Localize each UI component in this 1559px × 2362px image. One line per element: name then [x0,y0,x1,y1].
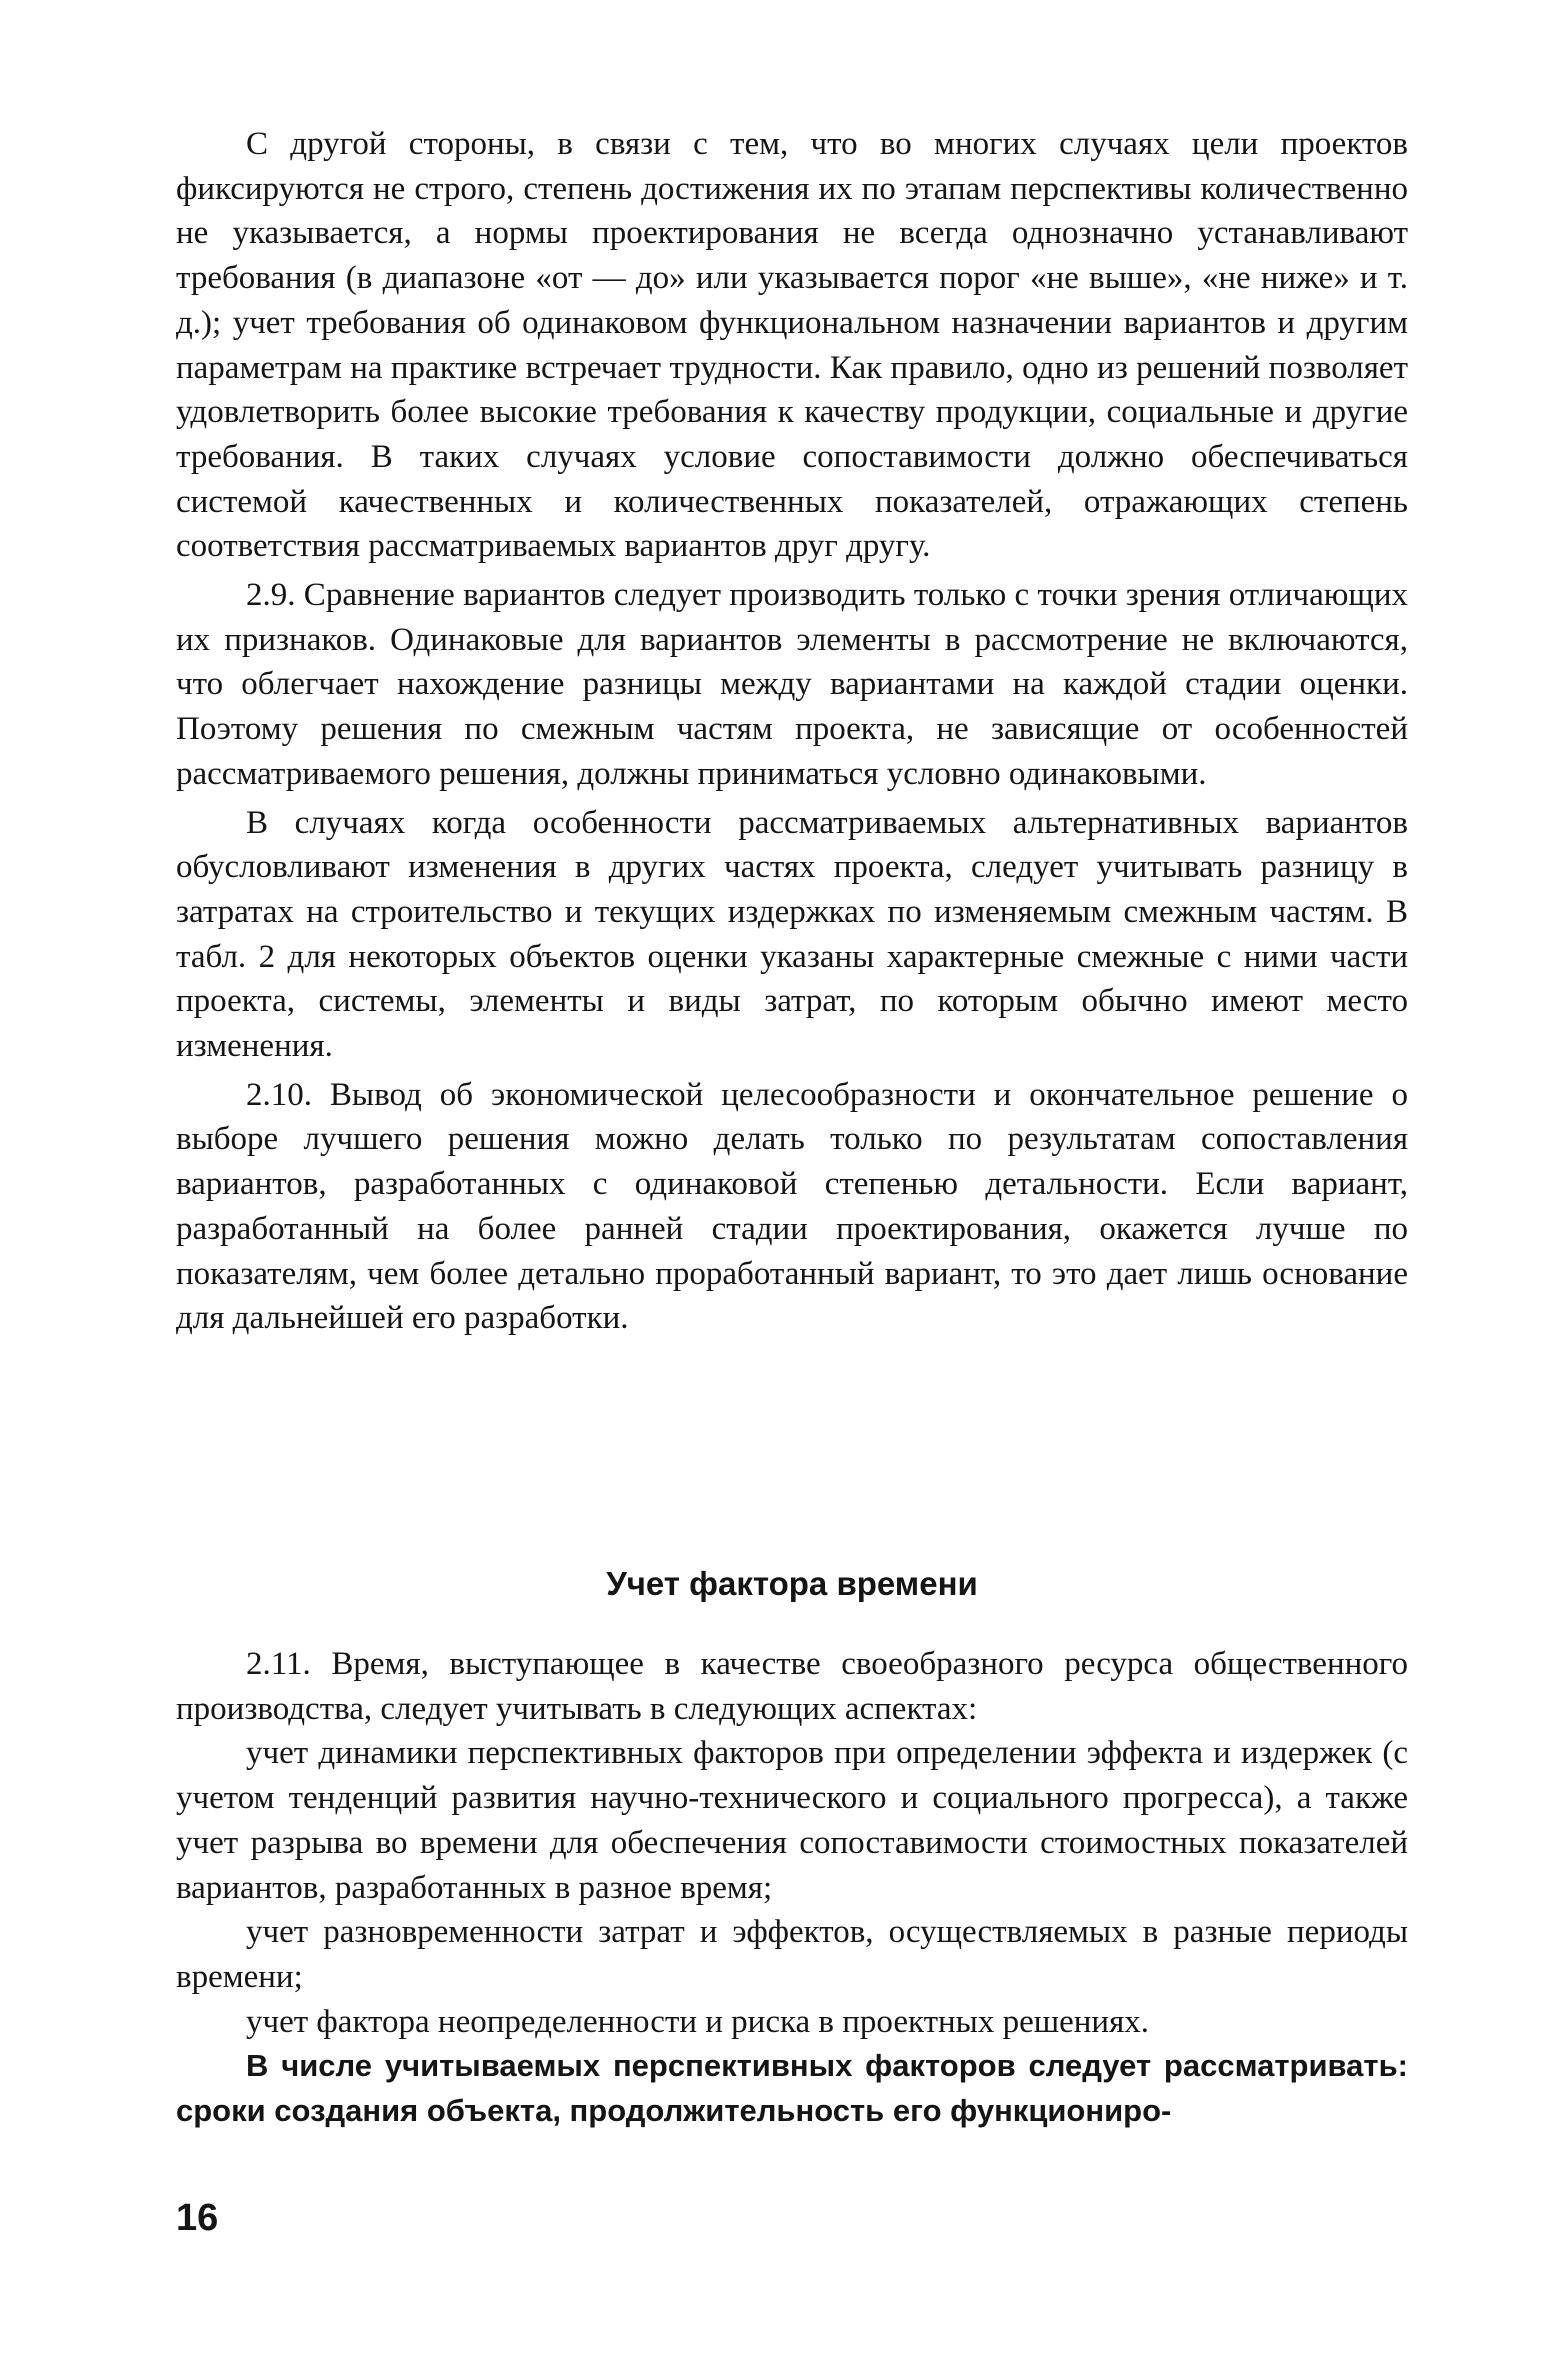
body-text-top [176,122,1408,1341]
paragraph-2-11: 2.11. Время, выступающее в качестве своеобразного ресурса общественного производства, следует учитывать в следующих аспектах: [176,1646,1408,1727]
paragraph-comparability: С другой стороны, в связи с тем, что во многих случаях цели проектов фиксируются не строго, степень достижения их по этапам перспективы количественно не указывается, а нормы проектирования не всегда однозначно устанавливают требования (в диапазоне «от — до» или указывается порог «не выше», «не ниже» и т. д.); учет требования об одинаковом функциональном назначении вариантов и другим параметрам на практике встречает трудности. Как правило, одно из решений позволяет удовлетворить более высокие требования к качеству продукции, социальные и другие требования. В таких случаях условие сопоставимости должно обеспечиваться системой качественных и количественных показателей, отражающих степень соответствия рассматриваемых вариантов друг другу. [176,126,1408,565]
list-item-dynamics: учет динамики перспективных факторов при определении эффекта и издержек (с учетом тенденций развития научно-технического и социального прогресса), а также учет разрыва во времени для обеспечения сопоставимости стоимостных показателей вариантов, разработанных в разное время; [176,1735,1408,1906]
list-item-time-lag: учет разновременности затрат и эффектов, осуществляемых в разные периоды времени; [176,1914,1408,1995]
body-text-bottom [176,1642,1408,2134]
paragraph-adjacent-parts: В случаях когда особенности рассматриваемых альтернативных вариантов обусловливают изменения в других частях проекта, следует учитывать разницу в затратах на строительство и текущих издержках по изменяемым смежным частям. В табл. 2 для некоторых объектов оценки указаны характерные смежные с ними части проекта, системы, элементы и виды затрат, по которым обычно имеют место изменения. [176,804,1408,1065]
paragraph-2-10: 2.10. Вывод об экономической целесообразности и окончательное решение о выборе лучшего решения можно делать только по результатам сопоставления вариантов, разработанных с одинаковой степенью детальности. Если вариант, разработанный на более ранней стадии проектирования, окажется лучше по показателям, чем более детально проработанный вариант, то это дает лишь основание для дальнейшей его разработки. [176,1076,1408,1337]
section-heading: Учет фактора времени [606,1565,978,1602]
list-item-uncertainty: учет фактора неопределенности и риска в проектных решениях. [246,2003,1150,2040]
paragraph-factors: В числе учитываемых перспективных факторов следует рассматривать: сроки создания объекта, продолжительность его функциониро- [176,2048,1408,2129]
paragraph-2-9: 2.9. Сравнение вариантов следует производить только с точки зрения отличающих их признаков. Одинаковые для вариантов элементы в рассмотрение не включаются, что облегчает нахождение разницы между вариантами на каждой стадии оценки. Поэтому решения по смежным частям проекта, не зависящие от особенностей рассматриваемого решения, должны приниматься условно одинаковыми. [176,577,1408,792]
page-number: 16 [176,2197,219,2239]
